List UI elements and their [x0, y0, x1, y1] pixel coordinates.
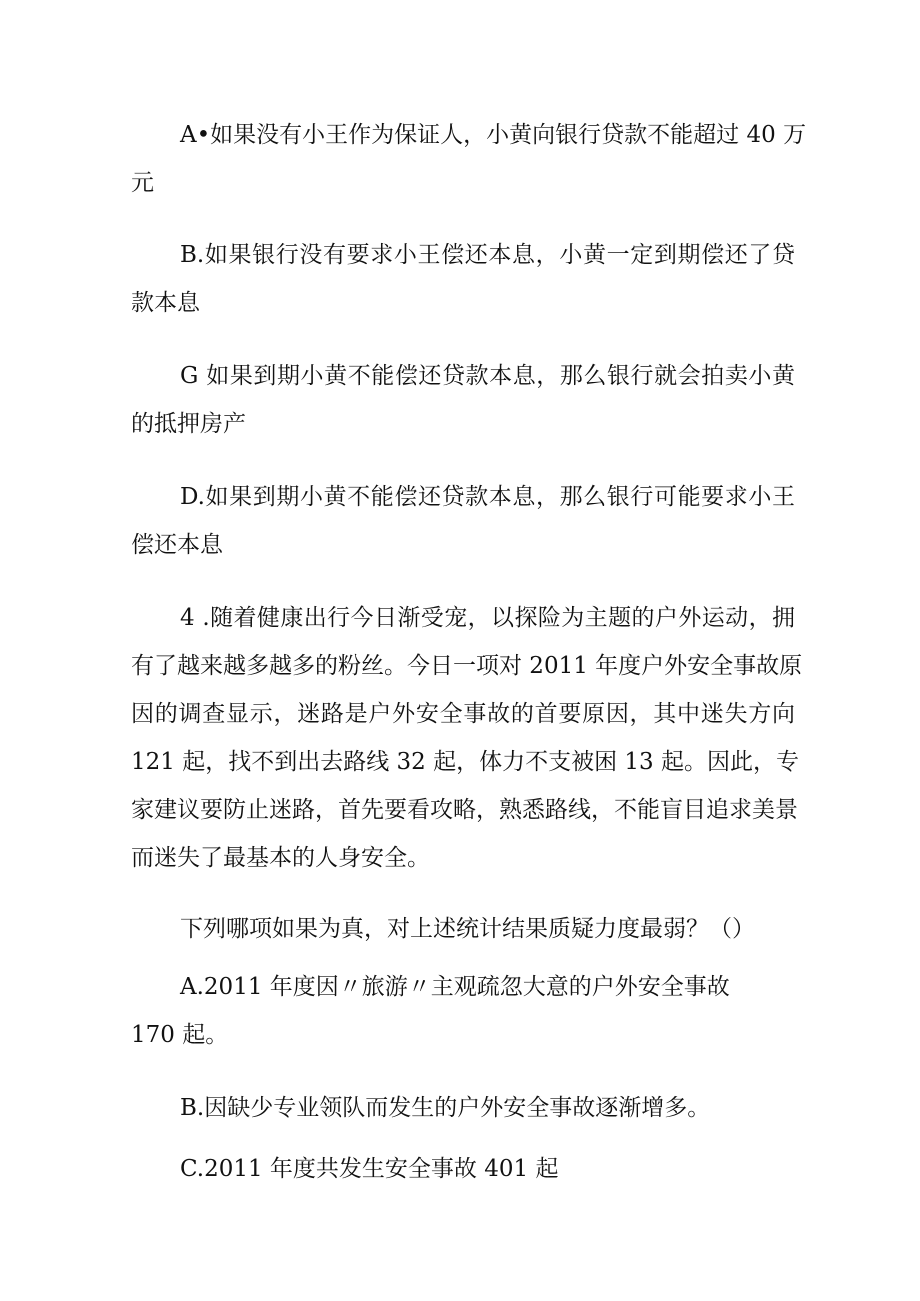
q4-option-a-line-1: A.2011 年度因〃旅游〃主观疏忽大意的户外安全事故 — [180, 974, 730, 1000]
q4-option-c — [131, 1145, 795, 1193]
option-b — [131, 231, 795, 327]
option-a — [131, 111, 807, 207]
question-4-prompt — [131, 905, 795, 953]
stem-line-3: 因的调查显示，迷路是户外安全事故的首要原因，其中迷失方向 — [131, 701, 795, 727]
option-a-line-1: A•如果没有小王作为保证人，小黄向银行贷款不能超过 40 万 — [180, 122, 807, 148]
q4-option-a — [131, 963, 795, 1059]
stem-line-4: 121 起，找不到出去路线 32 起，体力不支被困 13 起。因此，专 — [131, 749, 799, 775]
stem-line-5: 家建议要防止迷路，首先要看攻略，熟悉路线，不能盲目追求美景 — [131, 797, 798, 823]
question-4-stem — [131, 594, 803, 882]
q4-option-b-line: B.因缺少专业领队而发生的户外安全事故逐渐增多。 — [180, 1095, 711, 1121]
option-c — [131, 352, 795, 448]
option-b-line-1: B.如果银行没有要求小王偿还本息，小黄一定到期偿还了贷 — [180, 242, 795, 268]
option-b-line-2: 款本息 — [131, 290, 200, 316]
q4-option-c-line: C.2011 年度共发生安全事故 401 起 — [180, 1156, 559, 1182]
option-c-line-2: 的抵押房产 — [131, 411, 246, 437]
option-a-line-2: 元 — [131, 170, 154, 196]
option-d — [131, 473, 795, 569]
stem-line-6: 而迷失了最基本的人身安全。 — [131, 845, 430, 871]
stem-line-2: 有了越来越多越多的粉丝。今日一项对 2011 年度户外安全事故原 — [131, 653, 803, 679]
q4-option-a-line-2: 170 起。 — [131, 1022, 229, 1048]
option-d-line-1: D.如果到期小黄不能偿还贷款本息，那么银行可能要求小王 — [180, 484, 795, 510]
stem-line-1: 4 .随着健康出行今日渐受宠，以探险为主题的户外运动，拥 — [180, 605, 795, 631]
q4-option-b — [131, 1084, 795, 1132]
prompt-line: 下列哪项如果为真，对上述统计结果质疑力度最弱？（） — [180, 916, 755, 942]
option-c-line-1: G 如果到期小黄不能偿还贷款本息，那么银行就会拍卖小黄 — [180, 363, 795, 389]
option-d-line-2: 偿还本息 — [131, 532, 223, 558]
